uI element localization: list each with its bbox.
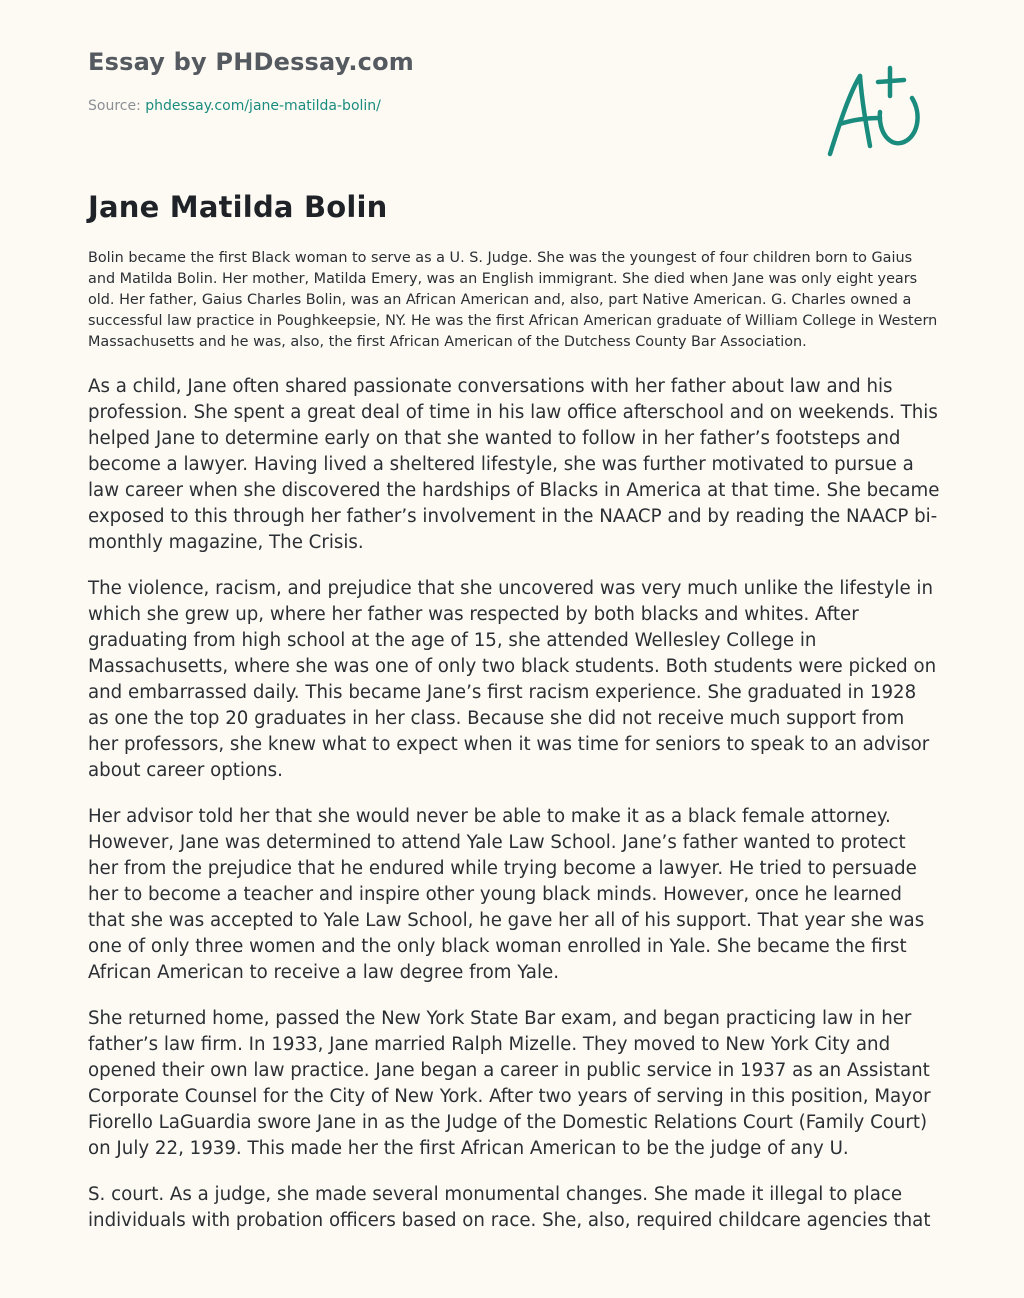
- article-content: [88, 190, 940, 1254]
- source-link[interactable]: phdessay.com/jane-matilda-bolin/: [145, 98, 381, 114]
- article-title: Jane Matilda Bolin: [88, 190, 388, 224]
- source-line: [88, 98, 688, 114]
- article-intro: Bolin became the first Black woman to serve as a U. S. Judge. She was the youngest of four children born to Gaius and Matilda Bolin. Her mother, Matilda Emery, was an English immigrant. She died when Jane was only eight years old. Her father, Gaius Charles Bolin, was an African American and, also, part Native American. G. Charles owned a successful law practice in Poughkeepsie, NY. He was the first African American graduate of William College in Western Massachusetts and he was, also, the first African American of the Dutchess County Bar Association.: [88, 250, 938, 350]
- article-paragraph: The violence, racism, and prejudice that she uncovered was very much unlike the lifestyle in which she grew up, where her father was respected by both blacks and whites. After graduating from high school at the age of 15, she attended Wellesley College in Massachusetts, where she was one of only two black students. Both students were picked on and embarrassed daily. This became Jane’s first racism experience. She graduated in 1928 as one the top 20 graduates in her class. Because she did not receive much support from her professors, she knew what to expect when it was time for seniors to speak to an advisor about career options.: [88, 578, 937, 781]
- article-paragraph: Her advisor told her that she would never be able to make it as a black female attorney. However, Jane was determined to attend Yale Law School. Jane’s father wanted to protect her from the prejudice that he endured while trying become a lawyer. He tried to persuade her to become a teacher and inspire other young black minds. However, once he learned that she was accepted to Yale Law School, he gave her all of his support. That year she was one of only three women and the only black woman enrolled in Yale. She became the first African American to receive a law degree from Yale.: [88, 806, 925, 983]
- article-paragraph: She returned home, passed the New York State Bar exam, and began practicing law in her father’s law firm. In 1933, Jane married Ralph Mizelle. They moved to New York City and opened their own law practice. Jane began a career in public service in 1937 as an Assistant Corporate Counsel for the City of New York. After two years of serving in this position, Mayor Fiorello LaGuardia swore Jane in as the Judge of the Domestic Relations Court (Family Court) on July 22, 1939. This made her the first African American to be the judge of any U.: [88, 1008, 931, 1159]
- article-paragraph: As a child, Jane often shared passionate conversations with her father about law and his profession. She spent a great deal of time in his law office afterschool and on weekends. This helped Jane to determine early on that she wanted to follow in her father’s footsteps and become a lawyer. Having lived a sheltered lifestyle, she was further motivated to pursue a law career when she discovered the hardships of Blacks in America at that time. She became exposed to this through her father’s involvement in the NAACP and by reading the NAACP bi-monthly magazine, The Crisis.: [88, 376, 940, 553]
- a-plus-logo-icon: [818, 62, 930, 162]
- page-header: [88, 48, 688, 114]
- site-title: Essay by PHDessay.com: [88, 48, 414, 76]
- source-label: Source:: [88, 98, 141, 114]
- article-paragraph: S. court. As a judge, she made several monumental changes. She made it illegal to place individuals with probation officers based on race. She, also, required childcare agencies that: [88, 1184, 931, 1231]
